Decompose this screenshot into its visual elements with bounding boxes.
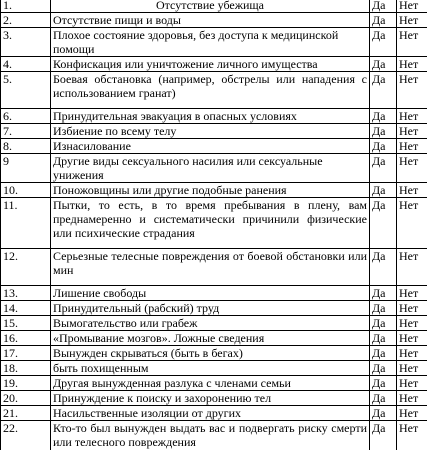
- no-option[interactable]: Нет: [397, 0, 427, 13]
- no-option[interactable]: Нет: [397, 286, 427, 301]
- item-number: 1.: [1, 0, 51, 13]
- no-option[interactable]: Нет: [397, 331, 427, 346]
- no-option[interactable]: Нет: [397, 154, 427, 183]
- table-row: [1, 72, 427, 109]
- item-number: 3.: [1, 28, 51, 57]
- table-row: [1, 331, 427, 346]
- item-number: 17.: [1, 346, 51, 361]
- item-number: 6.: [1, 109, 51, 124]
- no-option[interactable]: Нет: [397, 391, 427, 406]
- item-text: Лишение свободы: [51, 286, 370, 301]
- yes-option[interactable]: Да: [370, 249, 397, 286]
- table-row: [1, 109, 427, 124]
- item-text: Конфискация или уничтожение личного имущества: [51, 57, 370, 72]
- yes-option[interactable]: Да: [370, 361, 397, 376]
- no-option[interactable]: Нет: [397, 28, 427, 57]
- item-text: Насильственные изоляции от других: [51, 406, 370, 421]
- no-option[interactable]: Нет: [397, 346, 427, 361]
- item-text: Кто-то был вынужден выдать вас и подвергать риску смерти или телесного повреждения: [51, 421, 370, 450]
- yes-option[interactable]: Да: [370, 109, 397, 124]
- table-row: [1, 421, 427, 450]
- yes-option[interactable]: Да: [370, 316, 397, 331]
- item-number: 15.: [1, 316, 51, 331]
- item-text: Принудительная эвакуация в опасных условиях: [51, 109, 370, 124]
- yes-option[interactable]: Да: [370, 28, 397, 57]
- table-row: [1, 198, 427, 249]
- yes-option[interactable]: Да: [370, 72, 397, 109]
- yes-option[interactable]: Да: [370, 346, 397, 361]
- item-text: Отсутствие пищи и воды: [51, 13, 370, 28]
- table-row: [1, 361, 427, 376]
- item-number: 9: [1, 154, 51, 183]
- no-option[interactable]: Нет: [397, 124, 427, 139]
- item-number: 18.: [1, 361, 51, 376]
- item-number: 12.: [1, 249, 51, 286]
- yes-option[interactable]: Да: [370, 57, 397, 72]
- item-text: Плохое состояние здоровья, без доступа к медицинской помощи: [51, 28, 370, 57]
- item-text: Избиение по всему телу: [51, 124, 370, 139]
- item-number: 4.: [1, 57, 51, 72]
- item-text: Пытки, то есть, в то время пребывания в плену, вам преднамеренно и систематически причинили физические или психические страдания: [51, 198, 370, 249]
- item-number: 2.: [1, 13, 51, 28]
- item-text: Изнасилование: [51, 139, 370, 154]
- item-number: 22.: [1, 421, 51, 450]
- item-text: Принуждение к поиску и захоронению тел: [51, 391, 370, 406]
- yes-option[interactable]: Да: [370, 331, 397, 346]
- yes-option[interactable]: Да: [370, 139, 397, 154]
- item-text: Другие виды сексуального насилия или сексуальные унижения: [51, 154, 370, 183]
- no-option[interactable]: Нет: [397, 198, 427, 249]
- item-text: Другая вынужденная разлука с членами семьи: [51, 376, 370, 391]
- table-row: [1, 124, 427, 139]
- item-text: Вымогательство или грабеж: [51, 316, 370, 331]
- yes-option[interactable]: Да: [370, 154, 397, 183]
- item-number: 5.: [1, 72, 51, 109]
- yes-option[interactable]: Да: [370, 376, 397, 391]
- yes-option[interactable]: Да: [370, 286, 397, 301]
- yes-option[interactable]: Да: [370, 13, 397, 28]
- no-option[interactable]: Нет: [397, 376, 427, 391]
- table-row: [1, 154, 427, 183]
- item-number: 13.: [1, 286, 51, 301]
- item-text: Вынужден скрываться (быть в бегах): [51, 346, 370, 361]
- no-option[interactable]: Нет: [397, 109, 427, 124]
- table-row: [1, 316, 427, 331]
- yes-option[interactable]: Да: [370, 421, 397, 450]
- item-text: быть похищенным: [51, 361, 370, 376]
- item-number: 14.: [1, 301, 51, 316]
- item-number: 16.: [1, 331, 51, 346]
- no-option[interactable]: Нет: [397, 406, 427, 421]
- yes-option[interactable]: Да: [370, 124, 397, 139]
- table-row: [1, 139, 427, 154]
- item-number: 21.: [1, 406, 51, 421]
- yes-option[interactable]: Да: [370, 301, 397, 316]
- table-row: [1, 249, 427, 286]
- item-text: Поножовщины или другие подобные ранения: [51, 183, 370, 198]
- item-text: Серьезные телесные повреждения от боевой обстановки или мин: [51, 249, 370, 286]
- no-option[interactable]: Нет: [397, 249, 427, 286]
- table-row: [1, 286, 427, 301]
- no-option[interactable]: Нет: [397, 183, 427, 198]
- table-row: [1, 391, 427, 406]
- table-row: [1, 0, 427, 13]
- no-option[interactable]: Нет: [397, 57, 427, 72]
- no-option[interactable]: Нет: [397, 316, 427, 331]
- no-option[interactable]: Нет: [397, 139, 427, 154]
- no-option[interactable]: Нет: [397, 301, 427, 316]
- yes-option[interactable]: Да: [370, 198, 397, 249]
- table-row: [1, 183, 427, 198]
- table-row: [1, 301, 427, 316]
- table-row: [1, 13, 427, 28]
- item-number: 8.: [1, 139, 51, 154]
- table-row: [1, 57, 427, 72]
- no-option[interactable]: Нет: [397, 13, 427, 28]
- yes-option[interactable]: Да: [370, 406, 397, 421]
- item-number: 11.: [1, 198, 51, 249]
- no-option[interactable]: Нет: [397, 361, 427, 376]
- item-text: «Промывание мозгов». Ложные сведения: [51, 331, 370, 346]
- yes-option[interactable]: Да: [370, 183, 397, 198]
- item-number: 10.: [1, 183, 51, 198]
- item-text: Отсутствие убежища: [51, 0, 370, 13]
- item-number: 20.: [1, 391, 51, 406]
- yes-option[interactable]: Да: [370, 0, 397, 13]
- item-number: 19.: [1, 376, 51, 391]
- item-text: Боевая обстановка (например, обстрелы или нападения с использованием гранат): [51, 72, 370, 109]
- table-row: [1, 406, 427, 421]
- yes-option[interactable]: Да: [370, 391, 397, 406]
- table-row: [1, 28, 427, 57]
- item-number: 7.: [1, 124, 51, 139]
- no-option[interactable]: Нет: [397, 72, 427, 109]
- item-text: Принудительный (рабский) труд: [51, 301, 370, 316]
- no-option[interactable]: Нет: [397, 421, 427, 450]
- table-row: [1, 376, 427, 391]
- table-row: [1, 346, 427, 361]
